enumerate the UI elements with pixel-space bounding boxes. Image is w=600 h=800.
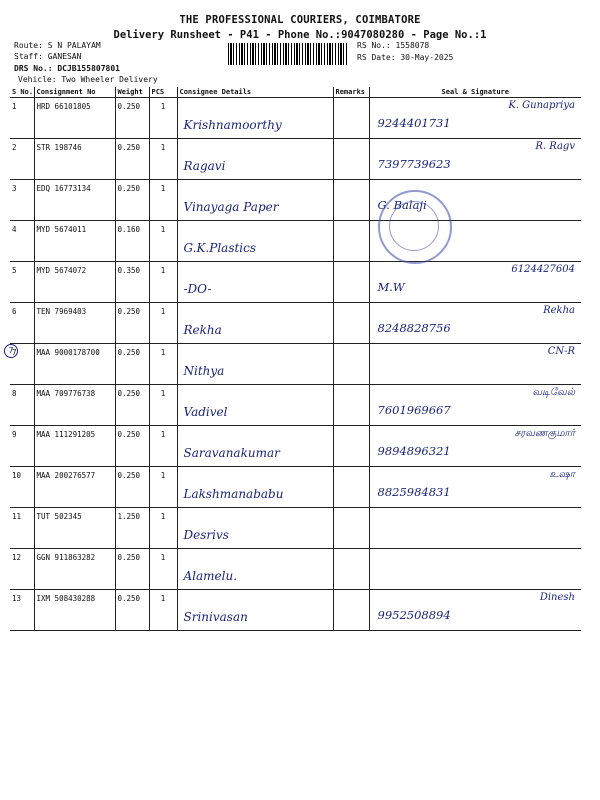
row-seal-cell: [369, 385, 581, 426]
row-consignment: MAA 200276577: [34, 467, 115, 508]
row-sno: 7: [10, 344, 34, 385]
row-remarks: [333, 590, 369, 631]
row-pcs: 1: [149, 549, 177, 590]
row-pcs: 1: [149, 508, 177, 549]
col-consignment: Consignment No: [34, 87, 115, 98]
consignee-handwriting: Lakshmanababu: [183, 487, 284, 501]
row-remarks: [333, 467, 369, 508]
row-weight: 0.250: [115, 467, 149, 508]
row-consignee-cell: [177, 590, 333, 631]
signature: Dinesh: [539, 592, 575, 603]
row-consignment: TUT 502345: [34, 508, 115, 549]
row-consignee-cell: [177, 426, 333, 467]
consignee-handwriting: Rekha: [183, 323, 222, 337]
row-pcs: 1: [149, 426, 177, 467]
row-weight: 0.250: [115, 385, 149, 426]
row-remarks: [333, 139, 369, 180]
row-seal-cell: [369, 98, 581, 139]
row-consignment: TEN 7969403: [34, 303, 115, 344]
row-weight: 1.250: [115, 508, 149, 549]
row-sno: 12: [10, 549, 34, 590]
signature: உஷா: [549, 469, 575, 480]
row-sno: 2: [10, 139, 34, 180]
row-weight: 0.350: [115, 262, 149, 303]
signature: Rekha: [543, 305, 575, 316]
seal-handwriting: 9894896321: [377, 444, 451, 458]
row-remarks: [333, 180, 369, 221]
row-remarks: [333, 344, 369, 385]
row-weight: 0.250: [115, 303, 149, 344]
row-seal-cell: [369, 426, 581, 467]
col-pcs: PCS: [149, 87, 177, 98]
consignee-handwriting: Alamelu.: [183, 569, 238, 583]
row-seal-cell: [369, 262, 581, 303]
runsheet-subtitle: Delivery Runsheet - P41 - Phone No.:9047080280 - Page No.:1: [113, 29, 487, 41]
rs-number: RS No.: 1558078: [357, 41, 430, 50]
row-pcs: 1: [149, 139, 177, 180]
consignee-handwriting: Desrivs: [183, 528, 229, 542]
consignee-handwriting: Vadivel: [183, 405, 228, 419]
row-remarks: [333, 221, 369, 262]
row-sno: 1: [10, 98, 34, 139]
row-seal-cell: [369, 303, 581, 344]
vehicle-label: Vehicle: Two Wheeler Delivery: [18, 75, 158, 84]
seal-handwriting: 8825984831: [377, 485, 451, 499]
row-weight: 0.250: [115, 344, 149, 385]
staff-label: Staff: GANESAN: [14, 52, 82, 61]
table-row: [10, 139, 581, 180]
row-consignment: MYD 5674072: [34, 262, 115, 303]
table-row: [10, 344, 581, 385]
row-consignment: MAA 9000178700: [34, 344, 115, 385]
consignee-handwriting: Krishnamoorthy: [183, 118, 282, 132]
row-consignment: STR 198746: [34, 139, 115, 180]
col-weight: Weight: [115, 87, 149, 98]
seal-handwriting: 9244401731: [377, 116, 451, 130]
table-row: [10, 549, 581, 590]
seal-handwriting: 8248828756: [377, 321, 451, 335]
row-weight: 0.160: [115, 221, 149, 262]
row-consignment: GGN 911863282: [34, 549, 115, 590]
signature: வடிவேல்: [532, 387, 575, 398]
table-row: [10, 590, 581, 631]
row-pcs: 1: [149, 262, 177, 303]
rs-date: RS Date: 30-May-2025: [357, 53, 454, 62]
table-row: [10, 467, 581, 508]
consignee-handwriting: G.K.Plastics: [183, 241, 257, 255]
route-label: Route: S N PALAYAM: [14, 41, 101, 50]
row-consignment: MYD 5674011: [34, 221, 115, 262]
table-row: [10, 385, 581, 426]
row-consignee-cell: [177, 508, 333, 549]
consignee-handwriting: Vinayaga Paper: [183, 200, 279, 214]
row-consignment: EDQ 16773134: [34, 180, 115, 221]
row-pcs: 1: [149, 180, 177, 221]
col-remarks: Remarks: [333, 87, 369, 98]
row-sno: 11: [10, 508, 34, 549]
row-pcs: 1: [149, 590, 177, 631]
row-sno: 6: [10, 303, 34, 344]
signature: சரவணகுமார்: [514, 428, 575, 439]
row-seal-cell: [369, 344, 581, 385]
consignee-handwriting: -DO-: [183, 282, 212, 296]
row-consignee-cell: [177, 98, 333, 139]
row-consignee-cell: [177, 180, 333, 221]
row-remarks: [333, 508, 369, 549]
consignee-handwriting: Ragavi: [183, 159, 226, 173]
col-seal: Seal & Signature: [369, 87, 581, 98]
row-pcs: 1: [149, 303, 177, 344]
row-pcs: 1: [149, 98, 177, 139]
row-sno: 9: [10, 426, 34, 467]
signature: 6124427604: [511, 264, 575, 275]
row-remarks: [333, 98, 369, 139]
row-remarks: [333, 549, 369, 590]
row-consignment: MAA 709776738: [34, 385, 115, 426]
row-consignment: IXM 508430288: [34, 590, 115, 631]
row-weight: 0.250: [115, 549, 149, 590]
table-row: [10, 508, 581, 549]
row-weight: 0.250: [115, 98, 149, 139]
row-remarks: [333, 426, 369, 467]
row-weight: 0.250: [115, 426, 149, 467]
row-consignee-cell: [177, 549, 333, 590]
table-row: [10, 98, 581, 139]
row-seal-cell: [369, 590, 581, 631]
row-consignment: MAA 111291205: [34, 426, 115, 467]
row-remarks: [333, 303, 369, 344]
table-row: [10, 180, 581, 221]
row-weight: 0.250: [115, 180, 149, 221]
signature: R. Ragv: [535, 141, 575, 152]
row-seal-cell: [369, 549, 581, 590]
seal-handwriting: M.W: [377, 280, 405, 294]
row-remarks: [333, 262, 369, 303]
row-consignee-cell: [177, 344, 333, 385]
row-seal-cell: [369, 467, 581, 508]
consignee-handwriting: Nithya: [183, 364, 225, 378]
row-pcs: 1: [149, 385, 177, 426]
barcode: [228, 43, 348, 65]
table-row: [10, 262, 581, 303]
row-seal-cell: [369, 139, 581, 180]
table-row: [10, 303, 581, 344]
table-header-row: [10, 87, 581, 98]
row-pcs: 1: [149, 467, 177, 508]
signature: K. Gunapriya: [508, 100, 575, 111]
consignee-handwriting: Saravanakumar: [183, 446, 280, 460]
drs-number: DRS No.: DCJB155807801: [14, 64, 120, 73]
seal-handwriting: 7397739623: [377, 157, 451, 171]
row-sno: 4: [10, 221, 34, 262]
table-row: [10, 221, 581, 262]
row-weight: 0.250: [115, 139, 149, 180]
row-sno: 13: [10, 590, 34, 631]
row-consignment: HRD 66101805: [34, 98, 115, 139]
row-remarks: [333, 385, 369, 426]
document-title: THE PROFESSIONAL COURIERS, COIMBATORE: [179, 14, 421, 26]
row-consignee-cell: [177, 467, 333, 508]
consignee-handwriting: Srinivasan: [183, 610, 248, 624]
row-sno: 10: [10, 467, 34, 508]
row-sno: 8: [10, 385, 34, 426]
row-sno: 5: [10, 262, 34, 303]
signature: CN-R: [547, 346, 575, 357]
seal-handwriting: G. Balaji: [377, 198, 427, 212]
row-consignee-cell: [177, 385, 333, 426]
seal-handwriting: 7601969667: [377, 403, 451, 417]
row-pcs: 1: [149, 221, 177, 262]
row-consignee-cell: [177, 303, 333, 344]
col-sno: S No.: [12, 88, 34, 96]
row-weight: 0.250: [115, 590, 149, 631]
row-consignee-cell: [177, 262, 333, 303]
margin-mark: 7: [4, 344, 18, 358]
col-consignee: Consignee Details: [177, 87, 333, 98]
row-pcs: 1: [149, 344, 177, 385]
table-row: [10, 426, 581, 467]
runsheet-table: [10, 87, 581, 631]
row-consignee-cell: [177, 221, 333, 262]
company-seal-stamp: [378, 190, 452, 264]
row-seal-cell: [369, 508, 581, 549]
row-consignee-cell: [177, 139, 333, 180]
seal-handwriting: 9952508894: [377, 608, 451, 622]
row-sno: 3: [10, 180, 34, 221]
